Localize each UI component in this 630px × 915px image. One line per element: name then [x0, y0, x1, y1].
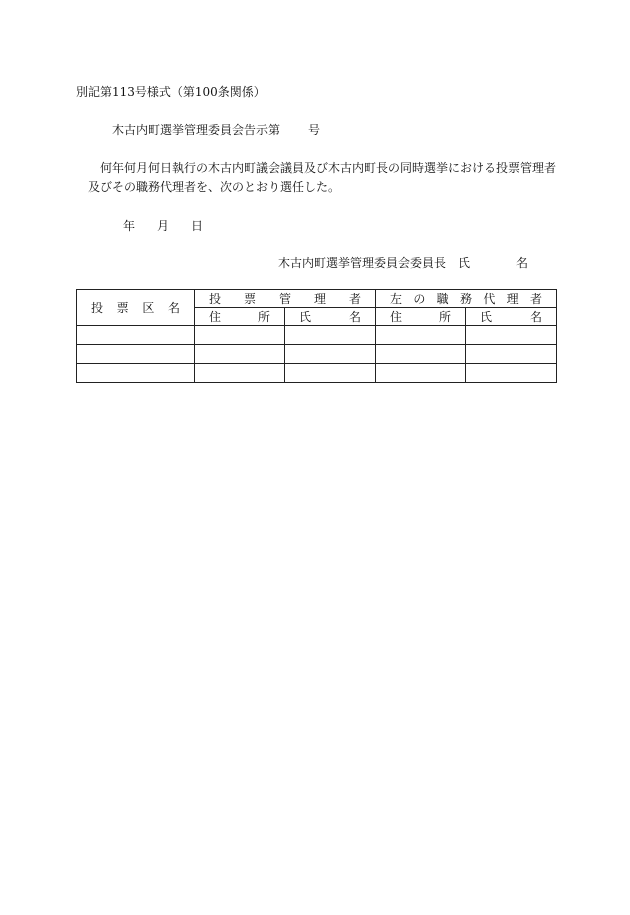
- date-month: 月: [157, 219, 170, 233]
- table-row: [77, 326, 557, 345]
- table-cell: [466, 326, 557, 345]
- table-cell: [195, 326, 285, 345]
- signature-title: 木古内町選挙管理委員会委員長: [278, 256, 447, 270]
- notice-suffix: 号: [308, 123, 321, 137]
- table-cell: [195, 364, 285, 383]
- body-text-line-1: 何年何月何日執行の木古内町議会議員及び木古内町長の同時選挙における投票管理者: [100, 161, 557, 175]
- notice-prefix: 木古内町選挙管理委員会告示第: [112, 123, 281, 137]
- manager-address-header: 住 所: [195, 308, 285, 326]
- table-cell: [77, 326, 195, 345]
- form-reference: 別記第113号様式（第100条関係）: [76, 85, 266, 99]
- signature-name-prefix: 氏: [458, 256, 471, 270]
- date-day: 日: [191, 219, 204, 233]
- table-cell: [376, 345, 466, 364]
- date-line: [123, 218, 203, 234]
- table-cell: [466, 345, 557, 364]
- table-cell: [285, 326, 376, 345]
- table-cell: [466, 364, 557, 383]
- deputy-name-header: 氏 名: [466, 308, 557, 326]
- date-year: 年: [123, 219, 136, 233]
- table-cell: [376, 326, 466, 345]
- deputy-header: 左 の 職 務 代 理 者: [376, 290, 557, 308]
- table-header-row: [77, 290, 557, 308]
- table-row: [77, 345, 557, 364]
- table-cell: [285, 364, 376, 383]
- table-cell: [77, 364, 195, 383]
- signature-name-suffix: 名: [516, 256, 529, 270]
- table-cell: [195, 345, 285, 364]
- table-row: [77, 364, 557, 383]
- table-cell: [376, 364, 466, 383]
- deputy-address-header: 住 所: [376, 308, 466, 326]
- appointment-table: [76, 289, 557, 383]
- body-text-line-2: 及びその職務代理者を、次のとおり選任した。: [88, 180, 341, 194]
- district-name-header: 投 票 区 名: [77, 290, 195, 326]
- signature-line: [278, 255, 528, 271]
- polling-manager-header: 投 票 管 理 者: [195, 290, 376, 308]
- manager-name-header: 氏 名: [285, 308, 376, 326]
- table-cell: [77, 345, 195, 364]
- notice-number: [112, 122, 320, 138]
- table-cell: [285, 345, 376, 364]
